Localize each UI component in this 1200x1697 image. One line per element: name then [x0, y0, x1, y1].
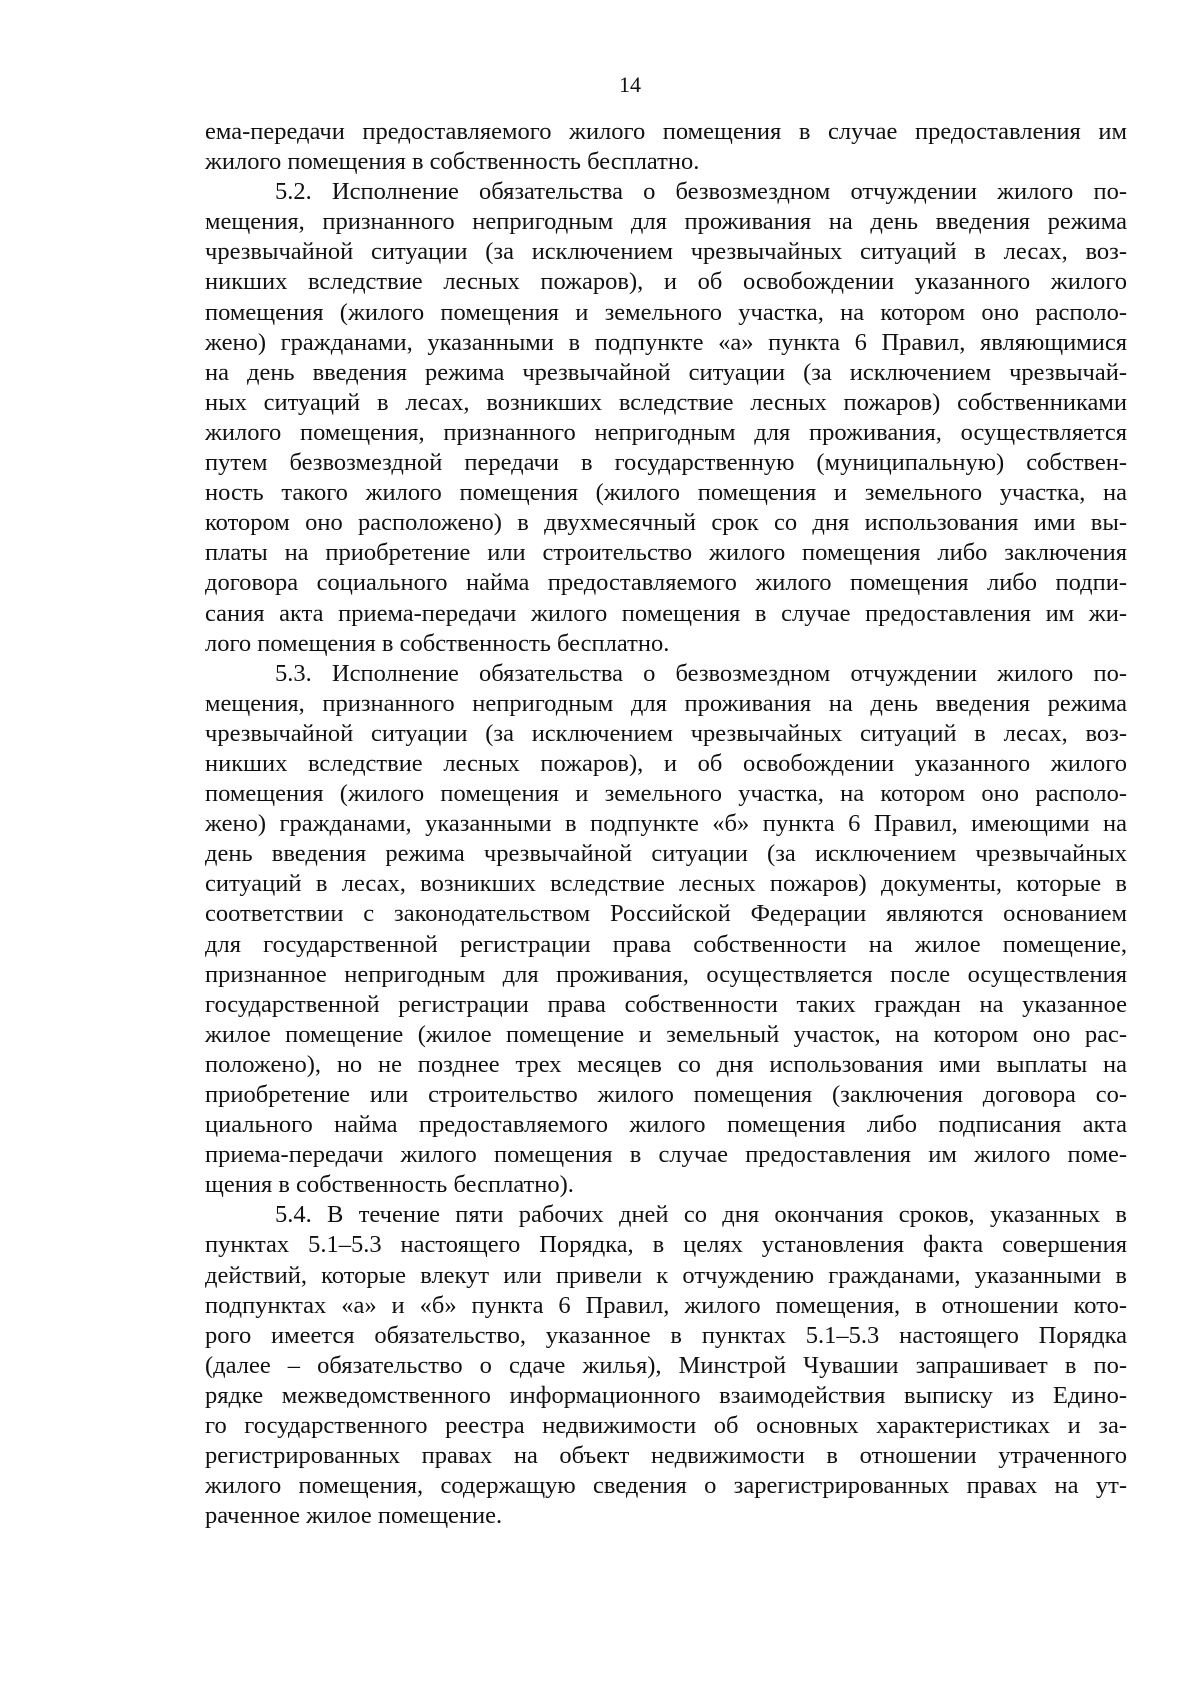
text-line: ситуаций в лесах, возникших вследствие лесных пожаров) документы, которые в [205, 870, 1127, 898]
text-line: жено) гражданами, указанными в подпункте «а» пункта 6 Правил, являющимися [205, 328, 1127, 356]
text-line: ность такого жилого помещения (жилого помещения и земельного участка, на [205, 479, 1127, 507]
page-number: 14 [619, 72, 641, 97]
paragraph-first-line: 5.4. В течение пяти рабочих дней со дня окончания сроков, указанных в [275, 1201, 1127, 1229]
text-line: регистрированных правах на объект недвижимости в отношении утраченного [205, 1442, 1127, 1470]
text-line: го государственного реестра недвижимости об основных характеристиках и за- [205, 1412, 1127, 1440]
text-line: платы на приобретение или строительство жилого помещения либо заключения [205, 539, 1127, 567]
text-line: котором оно расположено) в двухмесячный срок со дня использования ими вы- [205, 509, 1127, 537]
paragraph-first-line: 5.3. Исполнение обязательства о безвозмездном отчуждении жилого по- [275, 659, 1127, 687]
text-line: лого помещения в собственность бесплатно. [205, 629, 670, 657]
text-line: путем безвозмездной передачи в государственную (муниципальную) собствен- [205, 449, 1127, 477]
text-line: жилого помещения, содержащую сведения о зарегистрированных правах на ут- [205, 1472, 1127, 1500]
text-line: никших вследствие лесных пожаров), и об освобождении указанного жилого [205, 268, 1127, 296]
text-line: подпунктах «а» и «б» пункта 6 Правил, жилого помещения, в отношении кото- [205, 1291, 1127, 1319]
text-line: для государственной регистрации права собственности на жилое помещение, [205, 930, 1127, 958]
text-line: помещения (жилого помещения и земельного участка, на котором оно располо- [205, 298, 1127, 326]
text-line: мещения, признанного непригодным для проживания на день введения режима [205, 689, 1127, 717]
text-line: чрезвычайной ситуации (за исключением чрезвычайных ситуаций в лесах, воз- [205, 238, 1127, 266]
text-line: приобретение или строительство жилого помещения (заключения договора со- [205, 1081, 1127, 1108]
text-line: признанное непригодным для проживания, осуществляется после осуществления [205, 960, 1127, 988]
text-line: договора социального найма предоставляемого жилого помещения либо подпи- [205, 569, 1127, 597]
text-line: на день введения режима чрезвычайной ситуации (за исключением чрезвычай- [205, 358, 1127, 386]
text-line: положено), но не позднее трех месяцев со дня использования ими выплаты на [205, 1050, 1127, 1078]
text-line: день введения режима чрезвычайной ситуации (за исключением чрезвычайных [205, 840, 1127, 868]
text-line: (далее – обязательство о сдаче жилья), Минстрой Чувашии запрашивает в по- [205, 1351, 1127, 1379]
text-line: жилого помещения в собственность бесплатно. [205, 148, 700, 176]
text-line: пунктах 5.1–5.3 настоящего Порядка, в целях установления факта совершения [205, 1231, 1127, 1259]
text-line: щения в собственность бесплатно). [205, 1171, 574, 1199]
text-line: циального найма предоставляемого жилого помещения либо подписания акта [205, 1111, 1127, 1139]
text-line: сания акта приема-передачи жилого помещения в случае предоставления им жи- [205, 599, 1127, 627]
text-line: рядке межведомственного информационного взаимодействия выписку из Едино- [205, 1381, 1127, 1409]
text-line: чрезвычайной ситуации (за исключением чрезвычайных ситуаций в лесах, воз- [205, 719, 1127, 747]
text-line: ема-передачи предоставляемого жилого помещения в случае предоставления им [205, 118, 1127, 145]
text-line: жилое помещение (жилое помещение и земельный участок, на котором оно рас- [205, 1020, 1127, 1048]
paragraph-first-line: 5.2. Исполнение обязательства о безвозмездном отчуждении жилого по- [275, 178, 1127, 206]
text-line: действий, которые влекут или привели к отчуждению гражданами, указанными в [205, 1261, 1127, 1289]
text-line: никших вследствие лесных пожаров), и об освобождении указанного жилого [205, 749, 1127, 777]
text-line: раченное жилое помещение. [205, 1502, 503, 1530]
text-line: соответствии с законодательством Российской Федерации являются основанием [205, 900, 1127, 928]
text-line: жено) гражданами, указанными в подпункте «б» пункта 6 Правил, имеющими на [205, 810, 1127, 838]
text-line: помещения (жилого помещения и земельного участка, на котором оно располо- [205, 780, 1127, 808]
text-line: приема-передачи жилого помещения в случае предоставления им жилого поме- [205, 1141, 1127, 1169]
text-line: жилого помещения, признанного непригодным для проживания, осуществляется [205, 418, 1127, 446]
text-line: государственной регистрации права собственности таких граждан на указанное [205, 990, 1127, 1018]
document-body [205, 117, 1127, 1531]
text-line: мещения, признанного непригодным для проживания на день введения режима [205, 208, 1127, 236]
text-line: рого имеется обязательство, указанное в пунктах 5.1–5.3 настоящего Порядка [205, 1321, 1127, 1349]
text-line: ных ситуаций в лесах, возникших вследствие лесных пожаров) собственниками [205, 388, 1127, 416]
